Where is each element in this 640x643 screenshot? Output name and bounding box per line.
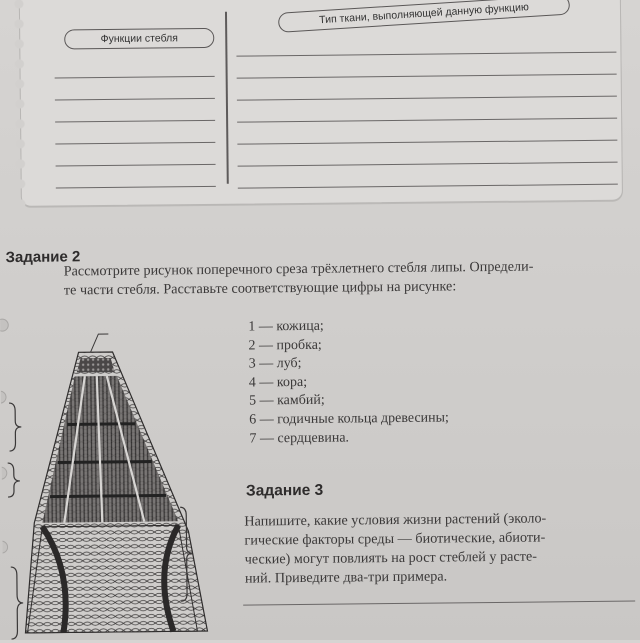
column-header-tissue-type: Тип ткани, выполняющей данную функцию [278,0,571,33]
task-2-title: Задание 2 [5,248,81,267]
cut-off-heading [106,0,157,1]
task-3-line: ческие) могут повлиять на рост стеблей у расте- [244,548,538,568]
answer-line[interactable] [55,76,215,79]
legend-item: 2 — пробка; [248,337,322,354]
task-3-line: гические факторы среды — биотические, абиоти- [244,529,546,549]
task-3-line: ний. Приведите два-три примера. [244,568,448,587]
legend-item: 4 — кора; [248,374,308,391]
answer-line[interactable] [55,142,215,145]
task-3-title: Задание 3 [245,481,324,500]
task-2-instructions [64,257,624,301]
stem-parts-legend [248,316,449,448]
answer-line[interactable] [236,52,616,57]
legend-item: 6 — годичные кольца древесины; [249,410,449,428]
answer-line[interactable] [237,96,617,101]
answer-line[interactable] [55,98,215,101]
answer-line[interactable] [56,164,216,167]
column-divider [225,12,228,184]
linden-stem-cross-section-illustration [0,311,243,643]
binding-bumps [0,319,11,553]
task-3-instructions [244,508,637,588]
task-3-line: Напишите, какие условия жизни растений (эколо- [244,510,547,530]
answer-line[interactable] [238,162,618,167]
answer-line[interactable] [56,186,216,189]
answer-line[interactable] [243,601,635,606]
legend-item: 7 — сердцевина. [249,430,350,447]
answer-line[interactable] [237,118,617,123]
answer-line[interactable] [237,140,617,145]
answer-line[interactable] [237,74,617,79]
answer-line[interactable] [55,120,215,123]
answer-line[interactable] [238,184,618,189]
answer-table-card [19,0,623,207]
legend-item: 5 — камбий; [248,393,325,409]
task-2-line-1: Рассмотрите рисунок поперечного среза трёхлетнего стебля липы. Определи- [63,258,534,280]
legend-item: 1 — кожица; [248,318,324,335]
task-2-line-2: те части стебля. Расставьте соответствующие цифры на рисунке: [63,278,457,299]
legend-item: 3 — луб; [248,356,302,372]
column-header-stem-functions: Функции стебля [64,28,214,50]
